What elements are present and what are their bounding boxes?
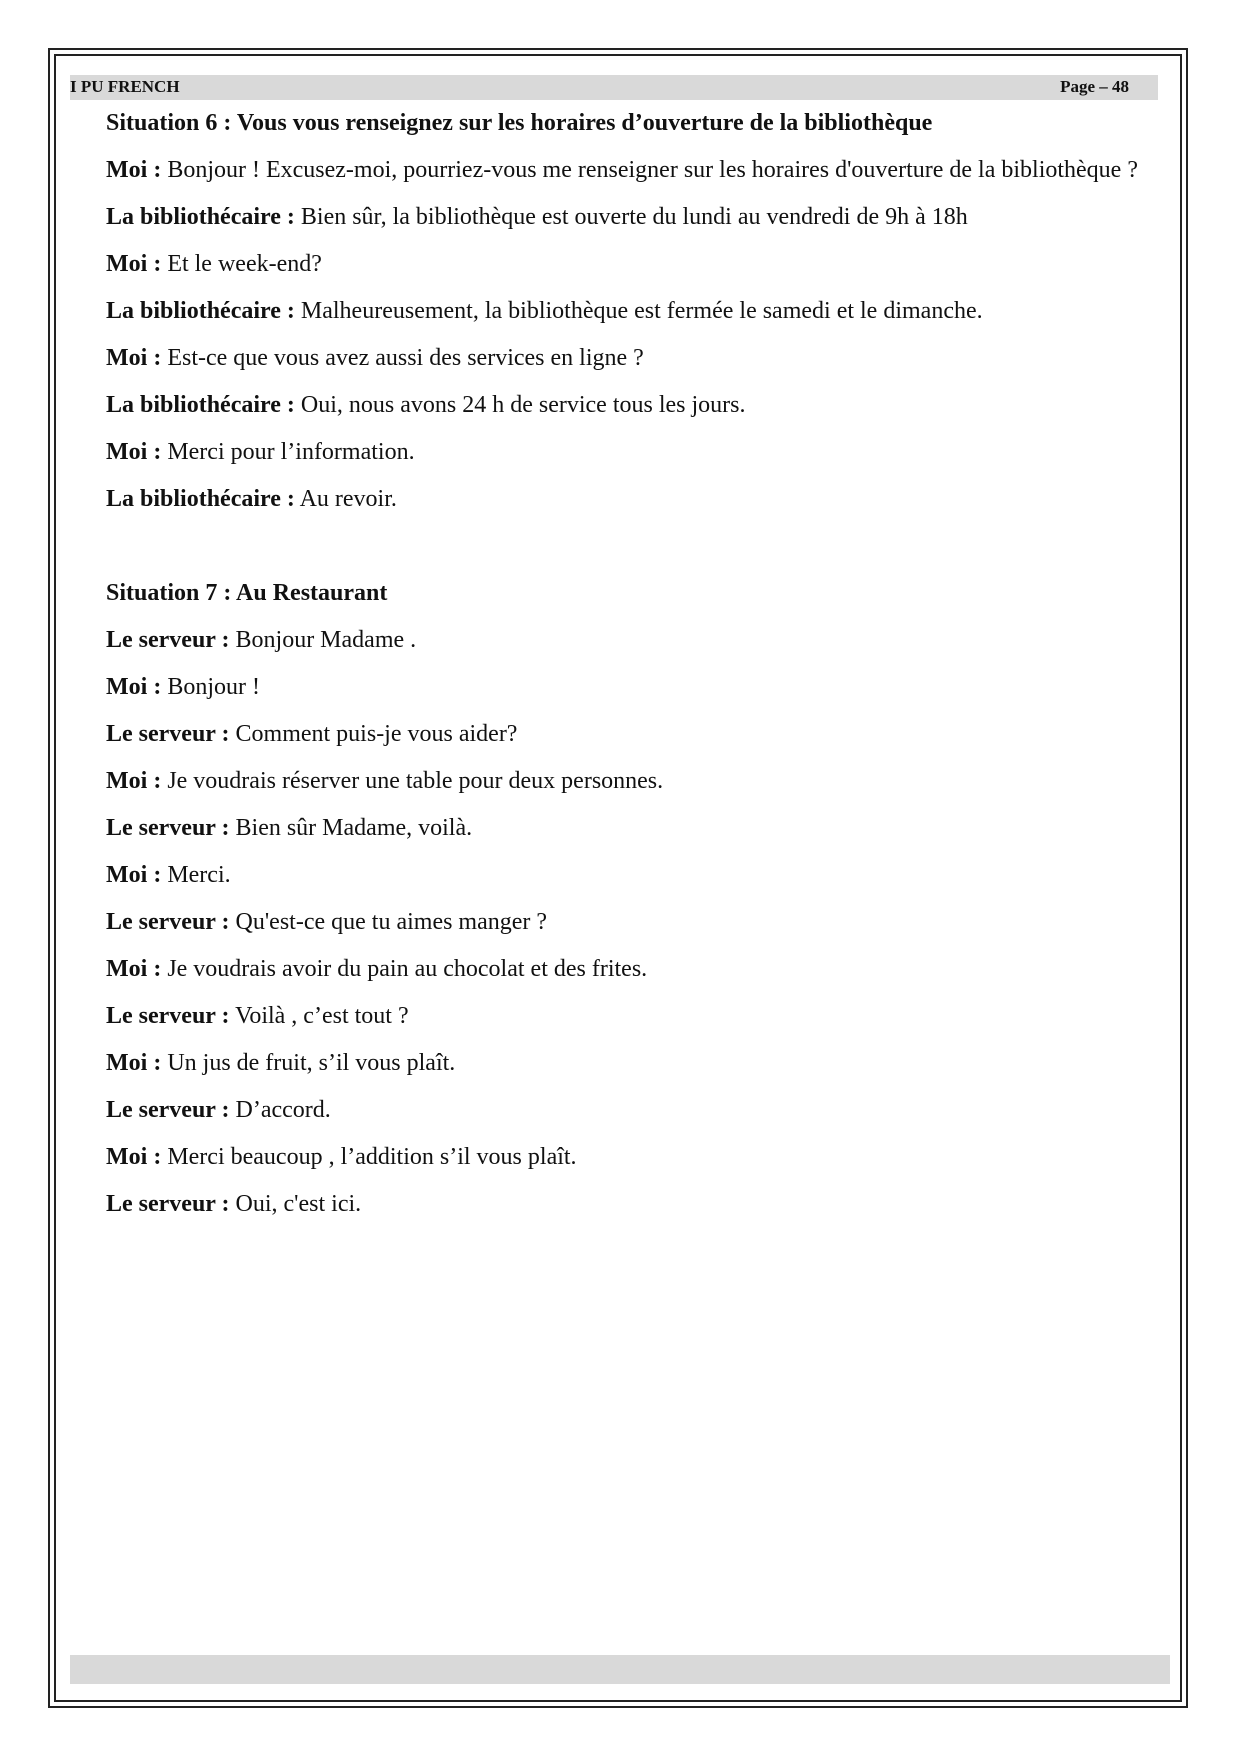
dialogue-line bbox=[106, 711, 1146, 758]
dialogue-text: D’accord. bbox=[229, 1097, 331, 1123]
dialogue-text: Qu'est-ce que tu aimes manger ? bbox=[229, 909, 548, 935]
footer-bar bbox=[70, 1655, 1170, 1684]
speaker-label: Le serveur : bbox=[106, 815, 230, 841]
header-bar bbox=[70, 75, 1158, 100]
speaker-label: La bibliothécaire : bbox=[106, 486, 295, 512]
header-page-number: Page – 48 bbox=[1060, 77, 1129, 96]
dialogue-line bbox=[106, 1040, 1146, 1087]
header-course-title: I PU FRENCH bbox=[70, 77, 180, 96]
dialogue-text: Oui, nous avons 24 h de service tous les jours. bbox=[294, 392, 746, 418]
dialogue-text: Merci beaucoup , l’addition s’il vous plaît. bbox=[161, 1144, 577, 1170]
speaker-label: Moi : bbox=[106, 1144, 162, 1170]
dialogue-text: Merci. bbox=[161, 862, 231, 888]
dialogue-text: Bonjour ! Excusez-moi, pourriez-vous me renseigner sur les horaires d'ouverture de la bibliothèque ? bbox=[161, 157, 1138, 183]
dialogue-line bbox=[106, 852, 1146, 899]
dialogue-text: Au revoir. bbox=[294, 486, 397, 512]
dialogue-line bbox=[106, 899, 1146, 946]
dialogue-text: Bonjour Madame . bbox=[229, 627, 417, 653]
dialogue-line bbox=[106, 1087, 1146, 1134]
speaker-label: Moi : bbox=[106, 862, 162, 888]
dialogue-line bbox=[106, 1181, 1146, 1228]
dialogue-line bbox=[106, 194, 1146, 241]
speaker-label: Le serveur : bbox=[106, 909, 230, 935]
speaker-label: Moi : bbox=[106, 768, 162, 794]
dialogue-text: Voilà , c’est tout ? bbox=[229, 1003, 409, 1029]
dialogue-line bbox=[106, 241, 1146, 288]
speaker-label: Moi : bbox=[106, 439, 162, 465]
speaker-label: Le serveur : bbox=[106, 721, 230, 747]
page-content bbox=[106, 100, 1146, 1228]
speaker-label: Le serveur : bbox=[106, 1097, 230, 1123]
dialogue-text: Je voudrais avoir du pain au chocolat et des frites. bbox=[161, 956, 648, 982]
dialogue-text: Bonjour ! bbox=[161, 674, 260, 700]
dialogue-line bbox=[106, 288, 1146, 335]
speaker-label: Moi : bbox=[106, 956, 162, 982]
situation-6-title: Situation 6 : Vous vous renseignez sur les horaires d’ouverture de la bibliothèque bbox=[106, 110, 933, 136]
dialogue-text: Bien sûr, la bibliothèque est ouverte du lundi au vendredi de 9h à 18h bbox=[294, 204, 968, 230]
speaker-label: Moi : bbox=[106, 345, 162, 371]
dialogue-text: Oui, c'est ici. bbox=[229, 1191, 362, 1217]
dialogue-text: Comment puis-je vous aider? bbox=[229, 721, 518, 747]
dialogue-text: Merci pour l’information. bbox=[161, 439, 415, 465]
dialogue-line bbox=[106, 617, 1146, 664]
dialogue-line bbox=[106, 993, 1146, 1040]
speaker-label: La bibliothécaire : bbox=[106, 392, 295, 418]
dialogue-line bbox=[106, 382, 1146, 429]
speaker-label: Le serveur : bbox=[106, 1191, 230, 1217]
dialogue-line bbox=[106, 335, 1146, 382]
dialogue-text: Et le week-end? bbox=[161, 251, 322, 277]
dialogue-text: Bien sûr Madame, voilà. bbox=[229, 815, 473, 841]
dialogue-line bbox=[106, 429, 1146, 476]
speaker-label: La bibliothécaire : bbox=[106, 298, 295, 324]
dialogue-text: Un jus de fruit, s’il vous plaît. bbox=[161, 1050, 456, 1076]
speaker-label: Moi : bbox=[106, 251, 162, 277]
speaker-label: Moi : bbox=[106, 1050, 162, 1076]
section-spacer bbox=[106, 523, 1146, 570]
dialogue-line bbox=[106, 1134, 1146, 1181]
speaker-label: Moi : bbox=[106, 157, 162, 183]
situation-7-title: Situation 7 : Au Restaurant bbox=[106, 580, 388, 606]
dialogue-line bbox=[106, 805, 1146, 852]
speaker-label: La bibliothécaire : bbox=[106, 204, 295, 230]
dialogue-line bbox=[106, 664, 1146, 711]
dialogue-line bbox=[106, 476, 1146, 523]
dialogue-line bbox=[106, 758, 1146, 805]
speaker-label: Moi : bbox=[106, 674, 162, 700]
speaker-label: Le serveur : bbox=[106, 627, 230, 653]
dialogue-text: Je voudrais réserver une table pour deux personnes. bbox=[161, 768, 664, 794]
dialogue-text: Est-ce que vous avez aussi des services en ligne ? bbox=[161, 345, 644, 371]
speaker-label: Le serveur : bbox=[106, 1003, 230, 1029]
dialogue-text: Malheureusement, la bibliothèque est fermée le samedi et le dimanche. bbox=[294, 298, 983, 324]
dialogue-line bbox=[106, 946, 1146, 993]
dialogue-line bbox=[106, 147, 1146, 194]
